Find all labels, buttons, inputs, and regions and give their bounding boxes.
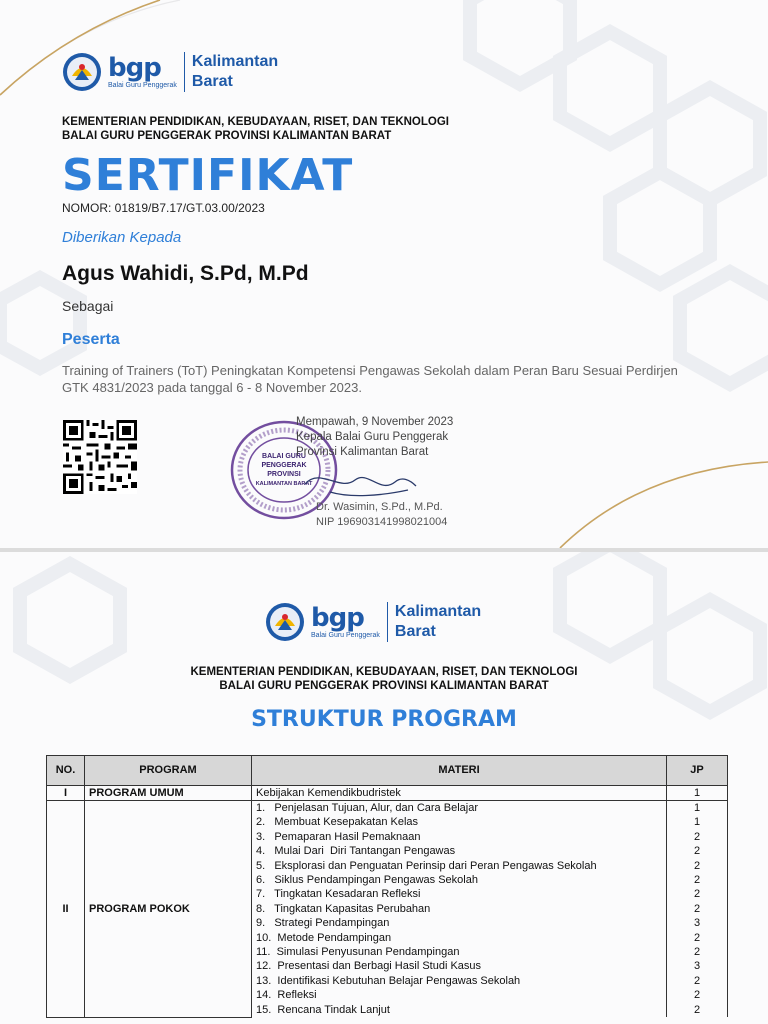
table-row (47, 786, 728, 801)
stamp-line-1: BALAI GURU (262, 453, 306, 460)
stamp-line-3: PROVINSI (267, 471, 301, 478)
materi-cell: 6. Siklus Pendampingan Pengawas Sekolah (252, 873, 667, 887)
materi-cell: 9. Strategi Pendampingan (252, 917, 667, 931)
materi-cell: 11. Simulasi Penyusunan Pendampingan (252, 945, 667, 959)
logo-divider (387, 602, 388, 642)
materi-cell: 1. Penjelasan Tujuan, Alur, dan Cara Belajar (252, 801, 667, 816)
jp-cell: 2 (667, 830, 728, 844)
jp-cell: 1 (667, 786, 728, 801)
materi-cell: Kebijakan Kemendikbudristek (252, 786, 667, 801)
jp-cell: 1 (667, 801, 728, 816)
certificate-number: NOMOR: 01819/B7.17/GT.03.00/2023 (62, 201, 265, 215)
program-name: PROGRAM UMUM (85, 786, 252, 801)
given-to-label: Diberikan Kepada (62, 229, 182, 246)
program-structure-title: STRUKTUR PROGRAM (251, 707, 517, 732)
program-number: II (47, 801, 85, 1017)
qr-code (63, 420, 137, 494)
jp-cell: 2 (667, 1003, 728, 1017)
materi-cell: 13. Identifikasi Kebutuhan Belajar Pengawas Sekolah (252, 974, 667, 988)
materi-cell: 15. Rencana Tindak Lanjut (252, 1003, 667, 1017)
materi-cell: 4. Mulai Dari Diri Tantangan Pengawas (252, 845, 667, 859)
program-number: I (47, 786, 85, 801)
region-line2: Barat (191, 73, 233, 90)
signature-position: Kepala Balai Guru Penggerak (296, 431, 449, 443)
jp-cell: 2 (667, 845, 728, 859)
ministry-name: KEMENTERIAN PENDIDIKAN, KEBUDAYAAN, RISET, DAN TEKNOLOGI (190, 666, 578, 678)
signature-block (296, 415, 453, 460)
recipient-name: Agus Wahidi, S.Pd, M.Pd (62, 262, 309, 285)
stamp-line-2: PENGGERAK (261, 462, 307, 469)
jp-cell: 2 (667, 873, 728, 887)
tut-wuri-handayani-emblem-icon (62, 52, 102, 92)
recipient-role: Peserta (62, 331, 120, 348)
balai-name: BALAI GURU PENGGERAK PROVINSI KALIMANTAN BARAT (219, 680, 549, 692)
program-table (46, 755, 728, 1018)
jp-cell: 2 (667, 859, 728, 873)
institution-header (62, 115, 449, 143)
bgp-wordmark: bgp (108, 53, 161, 83)
col-jp-header: JP (667, 756, 728, 786)
materi-cell: 8. Tingkatan Kapasitas Perubahan (252, 902, 667, 916)
signatory-name: Dr. Wasimin, S.Pd., M.Pd. (316, 501, 443, 513)
jp-cell: 3 (667, 917, 728, 931)
materi-cell: 14. Refleksi (252, 988, 667, 1002)
bgp-logo-2 (265, 602, 481, 642)
institution-header-2 (0, 665, 768, 693)
certificate-title: SERTIFIKAT (62, 150, 354, 201)
materi-cell: 2. Membuat Kesepakatan Kelas (252, 816, 667, 830)
jp-cell: 2 (667, 988, 728, 1002)
table-row (47, 801, 728, 816)
ministry-name: KEMENTERIAN PENDIDIKAN, KEBUDAYAAN, RISET, DAN TEKNOLOGI (62, 116, 449, 128)
materi-cell: 12. Presentasi dan Berbagi Hasil Studi Kasus (252, 960, 667, 974)
signature-province: Provinsi Kalimantan Barat (296, 446, 429, 458)
col-no-header: NO. (47, 756, 85, 786)
col-materi-header: MATERI (252, 756, 667, 786)
materi-cell: 10. Metode Pendampingan (252, 931, 667, 945)
balai-name: BALAI GURU PENGGERAK PROVINSI KALIMANTAN BARAT (62, 130, 392, 142)
signature-place-date: Mempawah, 9 November 2023 (296, 416, 454, 428)
bgp-subtitle: Balai Guru Penggerak (108, 82, 177, 89)
jp-cell: 2 (667, 974, 728, 988)
jp-cell: 2 (667, 931, 728, 945)
tut-wuri-handayani-emblem-icon (265, 602, 305, 642)
program-name: PROGRAM POKOK (85, 801, 252, 1017)
signatory-nip: NIP 196903141998021004 (316, 516, 448, 528)
materi-cell: 5. Eksplorasi dan Penguatan Perinsip dari Peran Pengawas Sekolah (252, 859, 667, 873)
materi-cell: 3. Pemaparan Hasil Pemaknaan (252, 830, 667, 844)
table-header-row (47, 756, 728, 786)
stamp-line-4: KALIMANTAN BARAT (255, 481, 313, 487)
jp-cell: 2 (667, 888, 728, 902)
jp-cell: 3 (667, 960, 728, 974)
jp-cell: 1 (667, 816, 728, 830)
region-line2: Barat (394, 623, 436, 640)
logo-divider (184, 52, 185, 92)
as-label: Sebagai (62, 298, 114, 314)
training-description: Training of Trainers (ToT) Peningkatan Kompetensi Pengawas Sekolah dalam Peran Baru Sesuai Perdirjen GTK 4831/2023 pada tanggal 6 - 8 November 2023. (62, 363, 678, 395)
materi-cell: 7. Tingkatan Kesadaran Refleksi (252, 888, 667, 902)
bgp-subtitle: Balai Guru Penggerak (311, 632, 380, 639)
signatory-block (316, 500, 447, 530)
region-line1: Kalimantan (191, 53, 279, 70)
col-program-header: PROGRAM (85, 756, 252, 786)
bgp-logo (62, 52, 278, 92)
jp-cell: 2 (667, 945, 728, 959)
region-line1: Kalimantan (394, 603, 482, 620)
jp-cell: 2 (667, 902, 728, 916)
bgp-wordmark: bgp (311, 603, 364, 633)
